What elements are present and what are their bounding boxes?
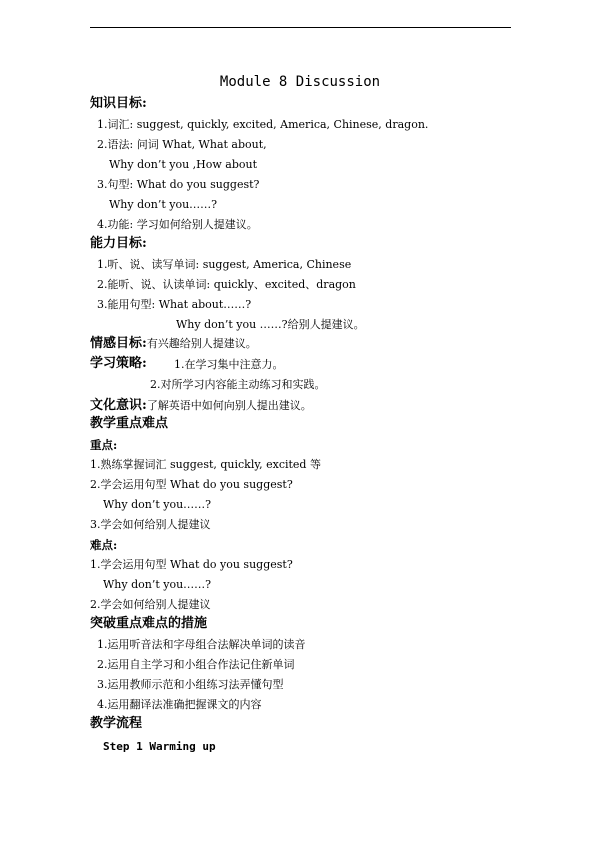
knowledge-item: 3.句型: What do you suggest? [97, 178, 260, 191]
focus-item: 2.学会运用句型 What do you suggest? [90, 478, 293, 491]
knowledge-item: 2.语法: 问词 What, What about, [97, 138, 267, 151]
focus-item: 3.学会如何给别人提建议 [90, 518, 211, 531]
ability-item: Why don’t you ……?给别人提建议。 [176, 318, 365, 331]
focus-item: Why don’t you……? [103, 498, 212, 511]
measure-item: 2.运用自主学习和小组合作法记住新单词 [97, 658, 295, 671]
knowledge-item: Why don’t you……? [109, 198, 218, 211]
strategy-item: 1.在学习集中注意力。 [174, 358, 284, 371]
measure-item: 4.运用翻译法准确把握课文的内容 [97, 698, 262, 711]
strategy-label: 学习策略: [90, 356, 147, 371]
ability-item: 2.能听、说、认读单词: quickly、excited、dragon [97, 278, 356, 291]
knowledge-item: Why don’t you ,How about [109, 158, 258, 171]
knowledge-heading: 知识目标: [90, 96, 147, 111]
focus-item: 1.熟练掌握词汇 suggest, quickly, excited 等 [90, 458, 321, 471]
culture-label: 文化意识: [90, 398, 147, 413]
culture-goal [90, 398, 312, 414]
emotion-goal [90, 336, 257, 352]
emotion-label: 情感目标: [90, 336, 147, 351]
step-1: Step 1 Warming up [103, 740, 216, 753]
strategy-item: 2.对所学习内容能主动练习和实践。 [150, 378, 326, 391]
focus-label: 重点: [90, 438, 118, 452]
measures-heading: 突破重点难点的措施 [90, 616, 208, 631]
ability-item: 1.听、说、读写单词: suggest, America, Chinese [97, 258, 352, 271]
process-heading: 教学流程 [90, 716, 143, 731]
difficulty-item: 2.学会如何给别人提建议 [90, 598, 211, 611]
page-title: Module 8 Discussion [219, 74, 381, 90]
difficulty-item: 1.学会运用句型 What do you suggest? [90, 558, 293, 571]
emotion-text: 有兴趣给别人提建议。 [146, 337, 257, 350]
strategy-goal [90, 356, 147, 372]
header-rule [90, 27, 511, 28]
difficulty-item: Why don’t you……? [103, 578, 212, 591]
ability-item: 3.能用句型: What about……? [97, 298, 252, 311]
ability-heading: 能力目标: [90, 236, 147, 251]
difficulty-label: 难点: [90, 538, 118, 552]
measure-item: 1.运用听音法和字母组合法解决单词的读音 [97, 638, 306, 651]
knowledge-item: 4.功能: 学习如何给别人提建议。 [97, 218, 258, 231]
measure-item: 3.运用教师示范和小组练习法弄懂句型 [97, 678, 284, 691]
keypoints-heading: 教学重点难点 [90, 416, 169, 431]
culture-text: 了解英语中如何向别人提出建议。 [146, 399, 312, 412]
knowledge-item: 1.词汇: suggest, quickly, excited, America, Chinese, dragon. [97, 118, 429, 131]
